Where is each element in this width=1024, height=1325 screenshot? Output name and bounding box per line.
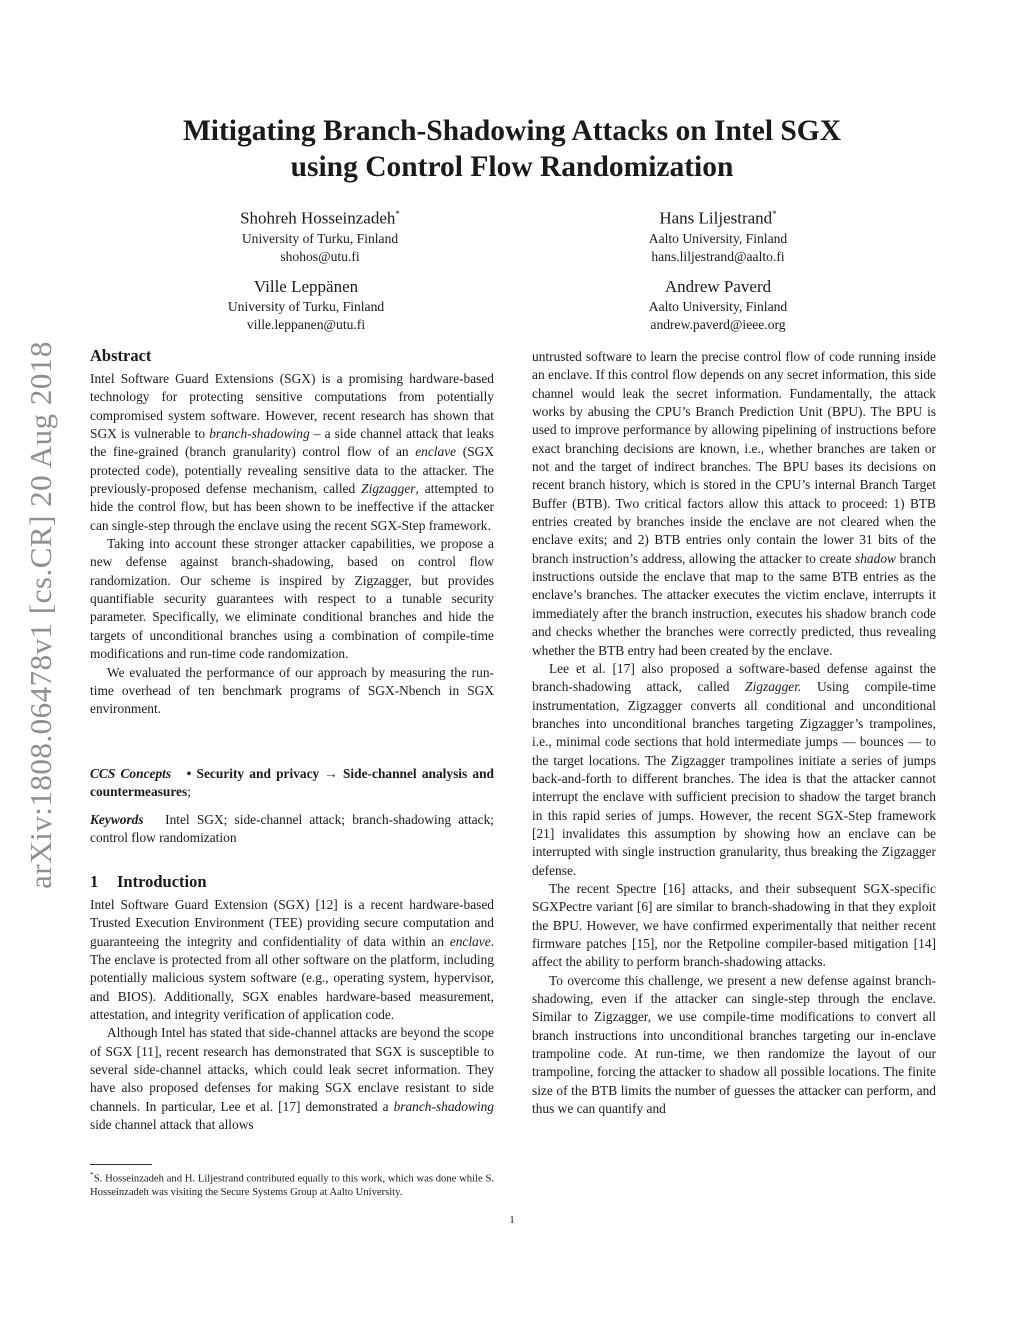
keywords-text: Intel SGX; side-channel attack; branch-shadowing attack; control flow randomization	[90, 812, 494, 846]
author-email: andrew.paverd@ieee.org	[650, 317, 786, 332]
title-line-2: using Control Flow Randomization	[290, 151, 734, 183]
author-block-2	[568, 203, 868, 266]
body-paragraph: untrusted software to learn the precise control flow of code running inside an enclave. If this control flow depends on any secret information, this side channel would leak the secret information. Fundamentally, the attack works by abusing the CPU’s Branch Prediction Unit (BPU). The BPU is used to improve performance by allowing pipelining of instructions before exact branching decisions are known, i.e., whether branches are taken or not and the target of indirect branches. The BPU bases its decisions on recent branch history, which is stored in the CPU’s internal Branch Target Buffer (BTB). Two critical factors allow this attack to proceed: 1) BTB entries created by branches inside the enclave are not cleared when the enclave exits; and 2) BTB entries only contain the lower 31 bits of the branch instruction’s address, allowing the attacker to create shadow branch instructions outside the enclave that map to the same BTB entries as the enclave’s branches. The attacker executes the victim enclave, interrupts it immediately after the branch instruction, executes his shadow branch code and checks whether the branches were correctly predicted, thus revealing whether the BTB entry had been created by the enclave.	[532, 349, 936, 658]
intro-paragraph-1: Intel Software Guard Extension (SGX) [12] is a recent hardware-based Trusted Execution Environment (TEE) providing secure computation and guaranteeing the integrity and confidentiality of data within an enclave. The enclave is protected from all other software on the platform, including potentially malicious system software (e.g., operating system, hypervisor, and BIOS). Additionally, SGX enables hardware-based measurement, attestation, and integrity verification of application code.	[90, 897, 494, 1023]
footnote	[90, 1168, 494, 1200]
author-affiliation: University of Turku, Finland	[227, 299, 385, 314]
author-name: Hans Liljestrand	[659, 208, 773, 228]
keywords	[90, 811, 494, 848]
author-name: Andrew Paverd	[664, 277, 772, 296]
body-paragraph: The recent Spectre [16] attacks, and their subsequent SGX-specific SGXPectre variant [6] are similar to branch-shadowing in that they exploit the BPU. However, we have confirmed experimentally that neither recent firmware patches [15], nor the Retpoline compiler-based mitigation [14] affect the ability to perform branch-shadowing attacks.	[532, 880, 936, 970]
body-paragraph: Lee et al. [17] also proposed a software-based defense against the branch-shadowing attack, called Zigzagger. Using compile-time instrumentation, Zigzagger converts all conditional and unconditional branches into unconditional branches targeting Zigzagger’s trampolines, i.e., minimal code sections that hold intermediate jumps — bounces — to the target locations. The Zigzagger trampolines initiate a series of jumps back-and-forth to different branches. The idea is that the attacker cannot interrupt the enclave with sufficient precision to shadow the target branch in this rapid series of jumps. However, the recent SGX-Step framework [21] invalidates this assumption by showing how an enclave can be interrupted with single instruction granularity, thus breaking the Zigzagger defense.	[532, 660, 936, 878]
author-email: shohos@utu.fi	[280, 248, 360, 264]
abstract-paragraph-3: We evaluated the performance of our approach by measuring the run-time overhead of ten benchmark programs of SGX-Nbench in SGX environment.	[90, 664, 494, 717]
author-mark: *	[772, 209, 777, 219]
section-title: Introduction	[117, 872, 207, 891]
section-heading	[90, 871, 494, 893]
section-number: 1	[90, 872, 99, 891]
author-email: ville.leppanen@utu.fi	[246, 317, 366, 332]
author-name: Ville Leppänen	[253, 277, 359, 296]
paper-title	[100, 113, 924, 185]
keywords-label: Keywords	[90, 812, 144, 827]
author-name: Shohreh Hosseinzadeh	[240, 208, 396, 228]
ccs-bullet: •	[186, 766, 192, 781]
body-paragraph: To overcome this challenge, we present a new defense against branch-shadowing, even if the attacker can single-step through the enclave. Similar to Zigzagger, we use compile-time modifications to convert all branch instructions into unconditional branches targeting our in-enclave trampoline code. At run-time, we then randomize the layout of our trampoline, forcing the attacker to shadow all possible locations. The finite size of the BTB limits the number of guesses the attacker can perform, and thus we can quantify and	[532, 972, 936, 1117]
abstract-paragraph-1: Intel Software Guard Extensions (SGX) is a promising hardware-based technology for protecting sensitive computations from potentially compromised system software. However, recent research has shown that SGX is vulnerable to branch-shadowing – a side channel attack that leaks the fine-grained (branch granularity) control flow of an enclave (SGX protected code), potentially revealing sensitive data to the attacker. The previously-proposed defense mechanism, called Zigzagger, attempted to hide the control flow, but has been shown to be ineffective if the attacker can single-step through the enclave using the recent SGX-Step framework.	[90, 371, 494, 533]
arxiv-stamp	[22, 315, 60, 915]
footnote-divider	[90, 1164, 152, 1165]
author-block-3	[156, 276, 456, 334]
author-affiliation: University of Turku, Finland	[241, 230, 399, 246]
author-affiliation: Aalto University, Finland	[648, 230, 788, 246]
author-affiliation: Aalto University, Finland	[648, 299, 788, 314]
title-line-1: Mitigating Branch-Shadowing Attacks on Intel SGX	[182, 115, 842, 147]
author-block-4	[568, 276, 868, 334]
author-block-1	[170, 203, 470, 266]
ccs-text: Security and privacy → Side-channel analysis and countermeasures	[90, 766, 494, 800]
ccs-label: CCS Concepts	[90, 766, 172, 781]
ccs-concepts: CCS Concepts • Security and privacy → Side-channel analysis and countermeasures;	[90, 766, 494, 800]
footnote-mark: *	[90, 1170, 94, 1179]
author-email: hans.liljestrand@aalto.fi	[651, 248, 785, 264]
page-number: 1	[509, 1214, 515, 1226]
footnote-text: S. Hosseinzadeh and H. Liljestrand contributed equally to this work, which was done while S. Hosseinzadeh was visiting the Secure Systems Group at Aalto University.	[90, 1173, 494, 1199]
abstract-section	[90, 345, 494, 719]
abstract-heading: Abstract	[90, 346, 152, 365]
arxiv-stamp-text: arXiv:1808.06478v1 [cs.CR] 20 Aug 2018	[23, 341, 59, 889]
intro-paragraph-2: Although Intel has stated that side-channel attacks are beyond the scope of SGX [11], recent research has demonstrated that SGX is susceptible to several side-channel attacks, which could leak secret information. They have also proposed defenses for making SGX enclave resistant to side channels. In particular, Lee et al. [17] demonstrated a branch-shadowing side channel attack that allows	[90, 1025, 494, 1133]
introduction-section	[90, 871, 494, 1134]
author-mark: *	[395, 209, 400, 219]
abstract-paragraph-2: Taking into account these stronger attacker capabilities, we propose a new defense against branch-shadowing, based on control flow randomization. Our scheme is inspired by Zigzagger, but provides quantifiable security guarantees with respect to a tunable security parameter. Specifically, we eliminate conditional branches and hide the targets of unconditional branches using a combination of compile-time modifications and run-time code randomization.	[90, 536, 494, 662]
right-column-body	[532, 348, 936, 1118]
